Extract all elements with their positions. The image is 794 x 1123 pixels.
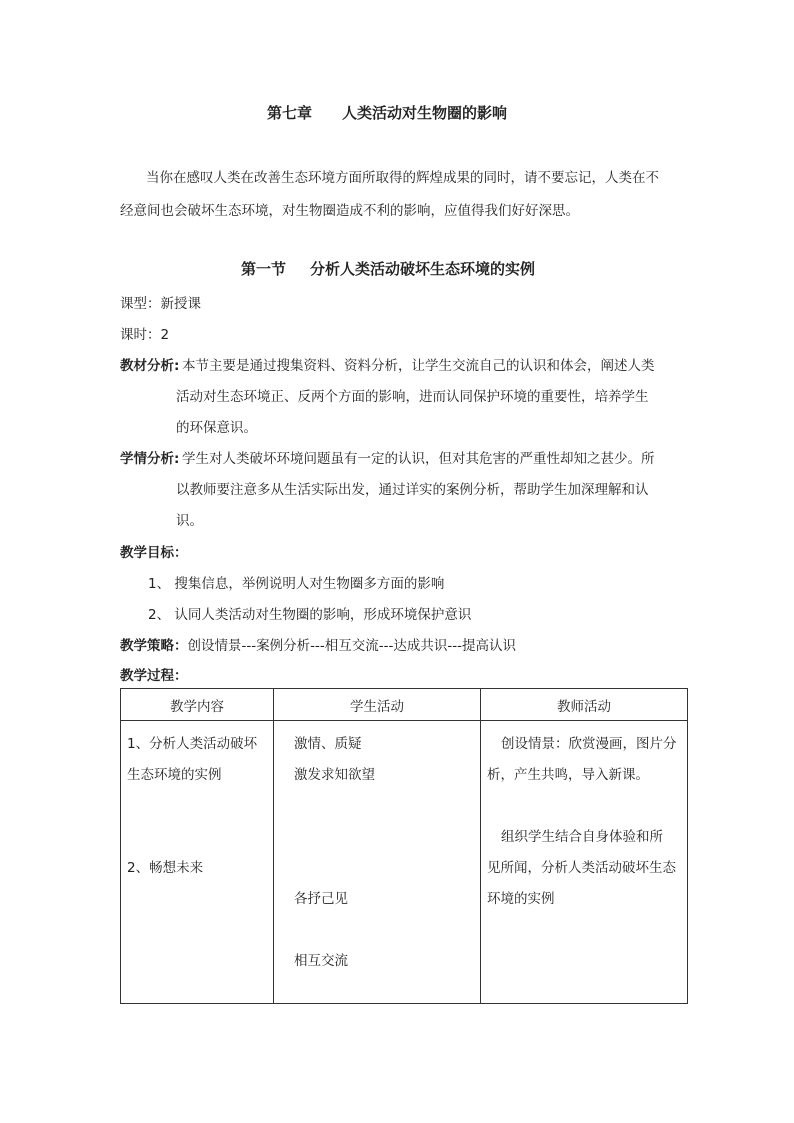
objectives-label: 教学目标：: [120, 545, 188, 561]
teacher-line-3: 组织学生结合自身体验和所: [501, 829, 663, 845]
material-analysis-line-3: 的环保意识。: [176, 420, 257, 436]
student-line-2: 激发求知欲望: [294, 767, 375, 783]
content-line-2: 生态环境的实例: [127, 767, 222, 783]
table-header-teacher: 教师活动: [481, 689, 688, 721]
student-line-1: 激情、质疑: [294, 736, 362, 752]
student-analysis-line-1: 学生对人类破坏环境问题虽有一定的认识，但对其危害的严重性却知之甚少。所: [182, 451, 655, 467]
strategy-text: 创设情景---案例分析---相互交流---达成共识---提高认识: [187, 638, 516, 654]
material-analysis-label: 教材分析:: [120, 358, 180, 374]
teacher-line-4: 见所闻，分析人类活动破坏生态: [487, 860, 676, 876]
material-analysis-line-1: 本节主要是通过搜集资料、资料分析，让学生交流自己的认识和体会，阐述人类: [182, 358, 655, 374]
section-title: [241, 258, 535, 279]
process-label: 教学过程：: [120, 668, 188, 684]
table-header-row: [121, 689, 688, 721]
strategy-label: 教学策略：: [120, 638, 188, 654]
table-header-student: 学生活动: [274, 689, 481, 721]
teacher-line-1: 创设情景：欣赏漫画，图片分: [501, 736, 677, 752]
objective-item-1: 1、 搜集信息，举例说明人对生物圈多方面的影响: [148, 576, 445, 592]
student-analysis-label: 学情分析:: [120, 451, 180, 467]
chapter-title: [267, 102, 507, 123]
chapter-number: 第七章: [267, 104, 313, 122]
table-cell-teacher: [481, 721, 688, 1004]
student-line-3: 各抒己见: [294, 891, 348, 907]
content-line-1: 1、分析人类活动破坏: [127, 736, 258, 752]
student-line-4: 相互交流: [294, 953, 348, 969]
course-type: 课型：新授课: [120, 296, 201, 312]
material-analysis-line-2: 活动对生态环境正、反两个方面的影响，进而认同保护环境的重要性，培养学生: [176, 389, 649, 405]
table-cell-content: [121, 721, 274, 1004]
lesson-table: [120, 688, 688, 1004]
class-hours: 课时：2: [120, 327, 170, 343]
table-cell-student: [274, 721, 481, 1004]
teacher-line-5: 环境的实例: [487, 891, 555, 907]
objective-item-2: 2、 认同人类活动对生物圈的影响，形成环境保护意识: [148, 607, 472, 623]
table-header-content: 教学内容: [121, 689, 274, 721]
student-analysis-line-3: 识。: [176, 513, 203, 529]
section-number: 第一节: [241, 260, 287, 278]
student-analysis-line-2: 以教师要注意多从生活实际出发，通过详实的案例分析，帮助学生加深理解和认: [176, 482, 649, 498]
intro-line-2: 经意间也会破坏生态环境，对生物圈造成不利的影响，应值得我们好好深思。: [120, 203, 579, 219]
content-line-3: 2、畅想未来: [127, 860, 204, 876]
section-name: 分析人类活动破坏生态环境的实例: [310, 260, 536, 278]
chapter-name: 人类活动对生物圈的影响: [342, 104, 508, 122]
strategy: [120, 634, 516, 654]
intro-line-1: 当你在感叹人类在改善生态环境方面所取得的辉煌成果的同时，请不要忘记，人类在不: [146, 170, 659, 186]
teacher-line-2: 析，产生共鸣，导入新课。: [487, 767, 649, 783]
table-row: [121, 721, 688, 1004]
